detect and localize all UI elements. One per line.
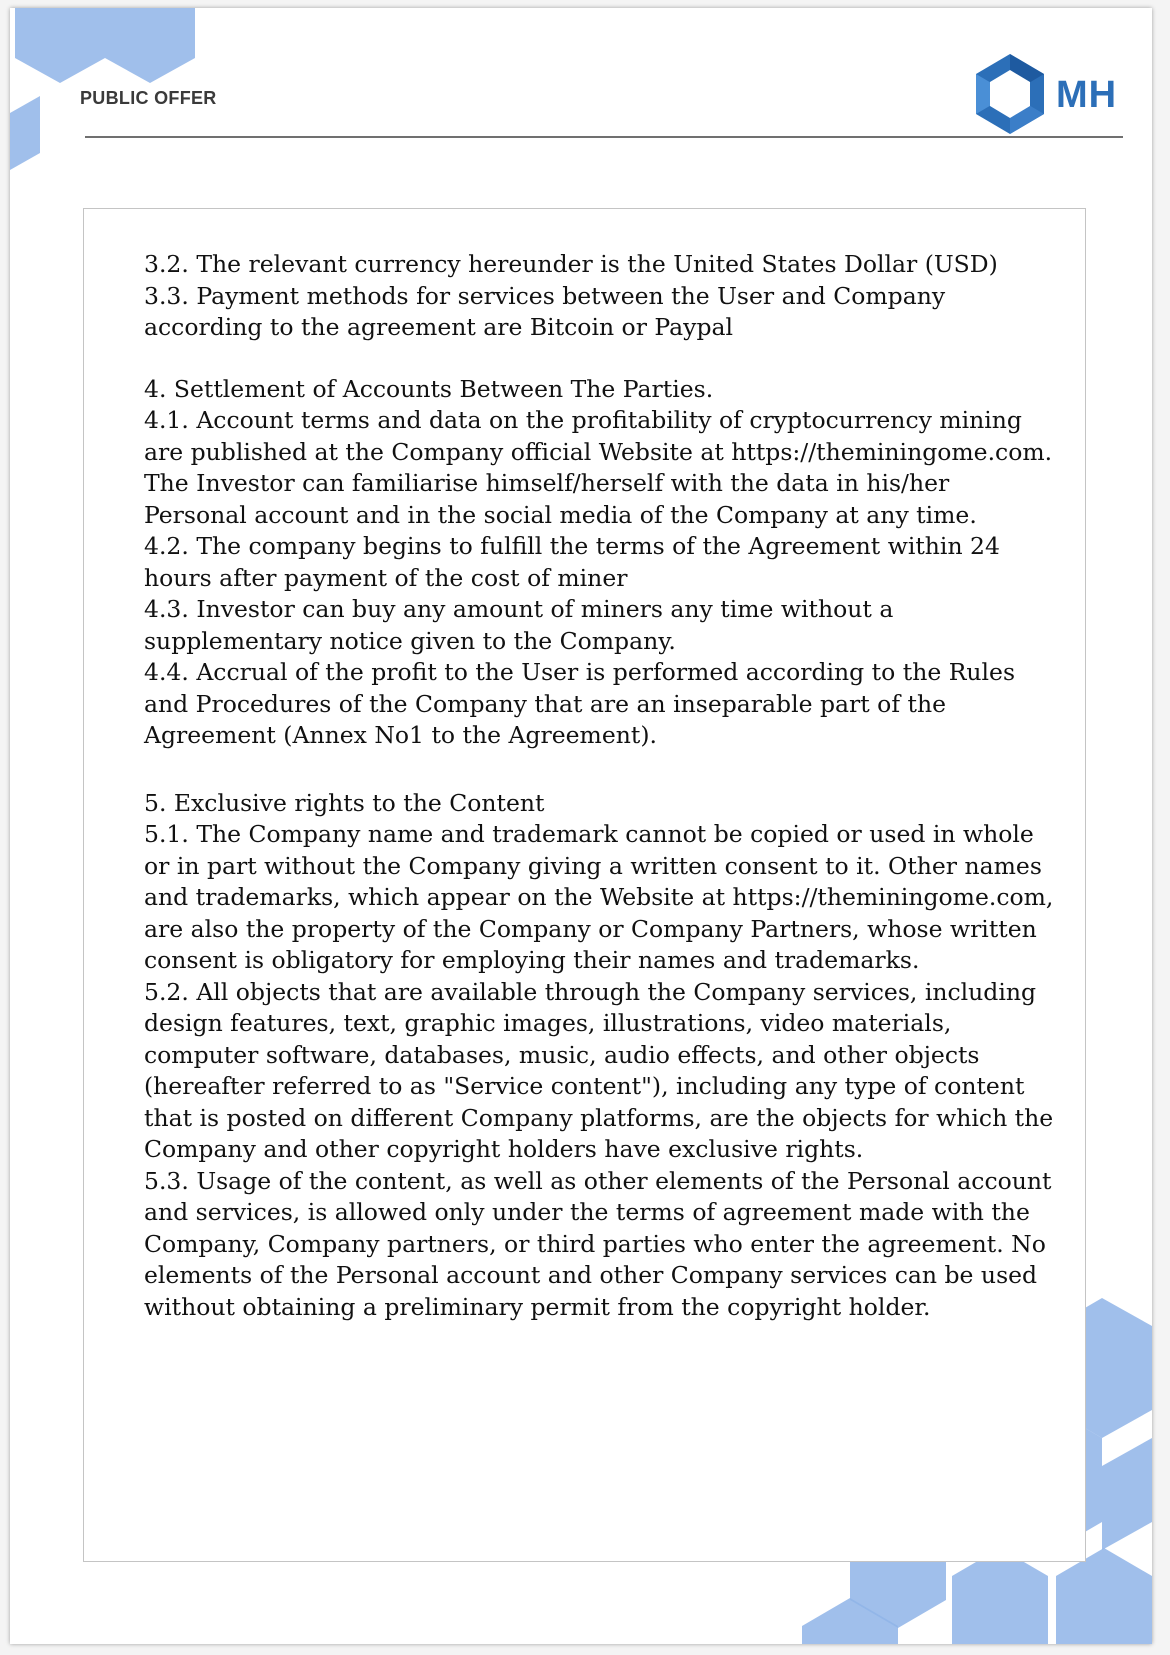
clause-4-2: 4.2. The company begins to fulfill the terms of the Agreement within 24 hours after payment of the cost of miner [144,532,1000,592]
section-settlement [144,374,1054,752]
document-page [10,8,1152,1644]
logo-text: MH [1056,74,1118,116]
section-payment [144,249,1054,344]
clause-5-3: 5.3. Usage of the content, as well as other elements of the Personal account and services, is allowed only under the terms of agreement made with the Company, Company partners, or third parties who enter the agreement. No elements of the Personal account and other Company services can be used without obtaining a preliminary permit from the copyright holder. [144,1166,1052,1321]
header-divider [85,136,1123,138]
clause-4-4: 4.4. Accrual of the profit to the User is performed according to the Rules and Procedures of the Company that are an inseparable part of the Agreement (Annex No1 to the Agreement). [144,658,1016,749]
clause-4-3: 4.3. Investor can buy any amount of miners any time without a supplementary notice given to the Company. [144,595,894,655]
clause-3-3: 3.3. Payment methods for services between the User and Company according to the agreement are Bitcoin or Paypal [144,281,946,341]
clause-3-2: 3.2. The relevant currency hereunder is the United States Dollar (USD) [144,250,998,278]
document-title: PUBLIC OFFER [80,88,217,108]
section-exclusive-rights [144,788,1054,1324]
clause-4-1: 4.1. Account terms and data on the profitability of cryptocurrency mining are published at the Company official Website at https://theminingome.com. The Investor can familiarise himself/herself with the data in his/her Personal account and in the social media of the Company at any time. [144,406,1053,529]
document-body [144,249,1054,1353]
section-heading-4: 4. Settlement of Accounts Between The Parties. [144,374,714,403]
clause-5-1: 5.1. The Company name and trademark cannot be copied or used in whole or in part without the Company giving a written consent to it. Other names and trademarks, which appear on the Website at https://theminingome.com, are also the property of the Company or Company Partners, whose written consent is obligatory for employing their names and trademarks. [144,820,1054,974]
section-heading-5: 5. Exclusive rights to the Content [144,788,545,817]
clause-5-2: 5.2. All objects that are available through the Company services, including design features, text, graphic images, illustrations, video materials, computer software, databases, music, audio effects, and other objects (hereafter referred to as "Service content"), including any type of content that is posted on different Company platforms, are the objects for which the Company and other copyright holders have exclusive rights. [144,977,1054,1163]
content-box [83,208,1086,1562]
